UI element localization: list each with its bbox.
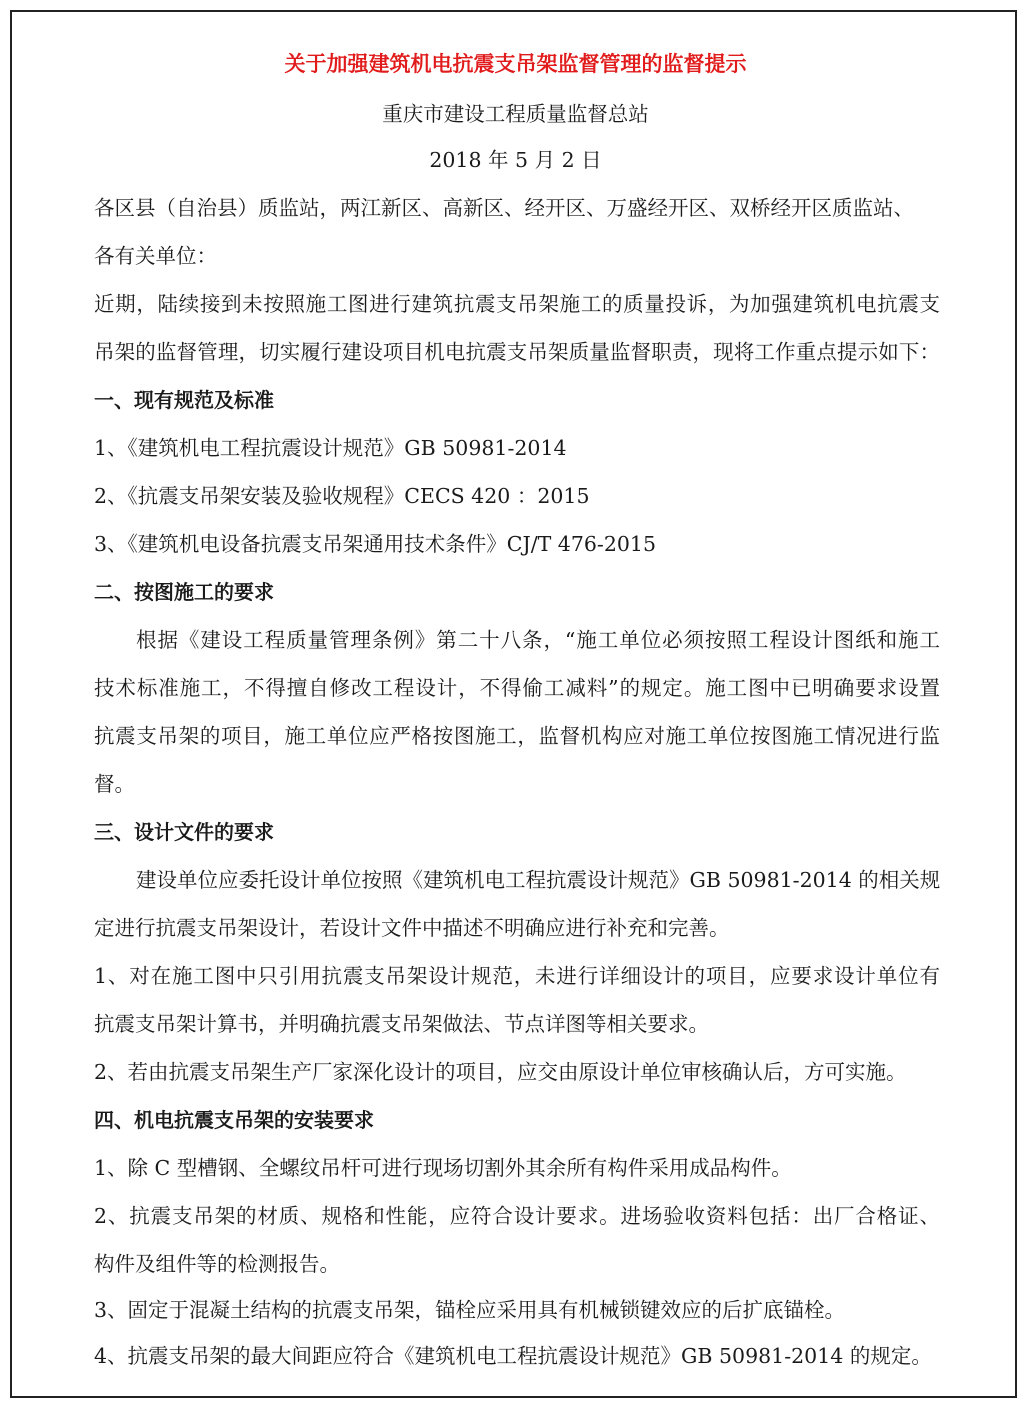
document-title: 关于加强建筑机电抗震支吊架监督管理的监督提示	[284, 51, 747, 76]
paragraph-line: 定进行抗震支吊架设计，若设计文件中描述不明确应进行补充和完善。	[94, 916, 730, 940]
section-heading: 二、按图施工的要求	[94, 580, 274, 604]
standard-item: 1、《建筑机电工程抗震设计规范》GB 50981-2014	[94, 436, 567, 460]
address-line: 各有关单位：	[94, 244, 217, 268]
paragraph-line: 1、对在施工图中只引用抗震支吊架设计规范，未进行详细设计的项目，应要求设计单位有	[94, 964, 940, 988]
issuer: 重庆市建设工程质量监督总站	[382, 102, 649, 126]
paragraph-line: 建设单位应委托设计单位按照《建筑机电工程抗震设计规范》GB 50981-2014 的相关规	[136, 868, 941, 892]
paragraph-line: 根据《建设工程质量管理条例》第二十八条，“施工单位必须按照工程设计图纸和施工	[136, 628, 940, 652]
paragraph-line: 督。	[94, 772, 135, 796]
standard-item: 3、《建筑机电设备抗震支吊架通用技术条件》CJ/T 476-2015	[94, 532, 657, 556]
section-heading: 一、现有规范及标准	[94, 388, 274, 412]
paragraph-line: 抗震支吊架计算书，并明确抗震支吊架做法、节点详图等相关要求。	[94, 1012, 709, 1036]
paragraph-line: 2、抗震支吊架的材质、规格和性能，应符合设计要求。进场验收资料包括：出厂合格证、	[94, 1204, 940, 1228]
paragraph-line: 3、固定于混凝土结构的抗震支吊架，锚栓应采用具有机械锁键效应的后扩底锚栓。	[94, 1298, 846, 1322]
paragraph-line: 技术标准施工，不得擅自修改工程设计，不得偷工减料”的规定。施工图中已明确要求设置	[94, 676, 940, 700]
paragraph-line: 构件及组件等的检测报告。	[94, 1252, 340, 1276]
section-heading: 三、设计文件的要求	[94, 820, 274, 844]
address-line: 各区县（自治县）质监站，两江新区、高新区、经开区、万盛经开区、双桥经开区质监站、	[94, 196, 914, 220]
paragraph-line: 2、若由抗震支吊架生产厂家深化设计的项目，应交由原设计单位审核确认后，方可实施。	[94, 1060, 907, 1084]
section-heading: 四、机电抗震支吊架的安装要求	[94, 1108, 374, 1132]
document-frame	[10, 10, 1017, 1398]
intro-line: 吊架的监督管理，切实履行建设项目机电抗震支吊架质量监督职责，现将工作重点提示如下：	[94, 340, 940, 364]
paragraph-line: 4、抗震支吊架的最大间距应符合《建筑机电工程抗震设计规范》GB 50981-2014 的规定。	[94, 1344, 932, 1368]
standard-item: 2、《抗震支吊架安装及验收规程》CECS 420 ：2015	[94, 484, 590, 508]
intro-line: 近期，陆续接到未按照施工图进行建筑抗震支吊架施工的质量投诉，为加强建筑机电抗震支	[94, 292, 940, 316]
paragraph-line: 1、除 C 型槽钢、全螺纹吊杆可进行现场切割外其余所有构件采用成品构件。	[94, 1156, 792, 1180]
issue-date: 2018 年 5 月 2 日	[429, 148, 602, 172]
paragraph-line: 抗震支吊架的项目，施工单位应严格按图施工，监督机构应对施工单位按图施工情况进行监	[94, 724, 940, 748]
